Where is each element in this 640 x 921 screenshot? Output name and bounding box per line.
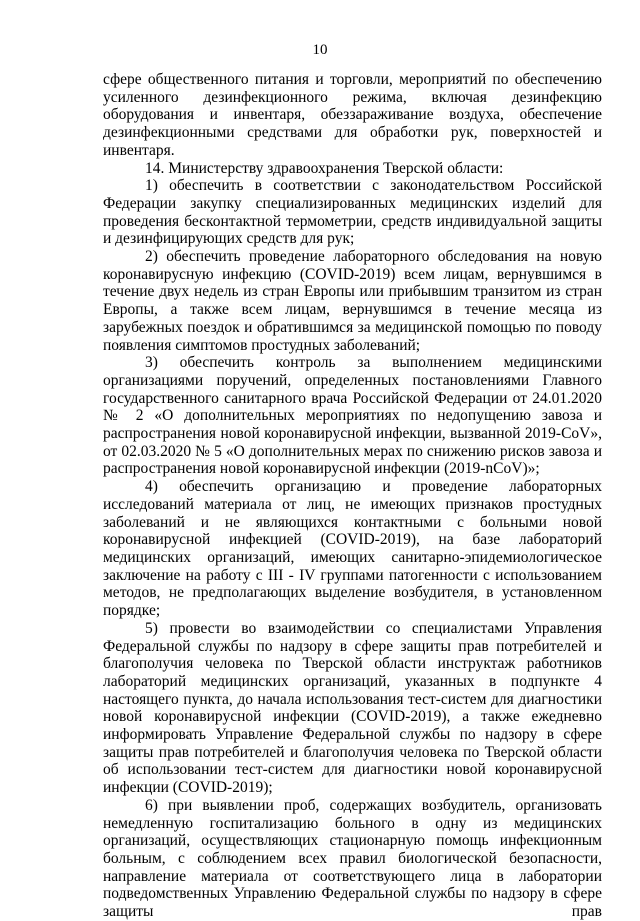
page-number: 10 (312, 42, 328, 58)
section-14-heading: 14. Министерству здравоохранения Тверской области: (145, 159, 504, 177)
list-item-5: 5) провести во взаимодействии со специалистами Управления Федеральной службы по надзору в сфере защиты прав потребителей и благополучия человека по Тверской области инструктаж работников лабораторий медицинских организаций, указанных в подпункте 4 настоящего пункта, до начала использования тест-систем для диагностики новой коронавирусной инфекции (COVID-2019), а также ежедневно информировать Управление Федеральной службы по надзору в сфере защиты прав потребителей и благополучия человека по Тверской области об использовании тест-систем для диагностики новой коронавирусной инфекции (COVID-2019); (103, 619, 602, 797)
continuation-paragraph: сфере общественного питания и торговли, мероприятий по обеспечению усиленного дезинфекционного режима, включая дезинфекцию оборудования и инвентаря, обеззараживание воздуха, обеспечение дезинфекционными средствами для обработки рук, поверхностей и инвентаря. (103, 71, 602, 159)
list-item-6: 6) при выявлении проб, содержащих возбудитель, организовать немедленную госпитализацию больного в одну из медицинских организаций, осуществляющих стационарную помощь инфекционным больным, с соблюдением всех правил биологической безопасности, направление материала от соответствующего лица в лаборатории подведомственных Управлению Федеральной службы по надзору в сфере защиты прав (103, 796, 602, 921)
list-item-4: 4) обеспечить организацию и проведение лабораторных исследований материала от лиц, не имеющих признаков простудных заболеваний и не являющихся контактными с больными новой коронавирусной инфекцией (COVID-2019), на базе лабораторий медицинских организаций, имеющих санитарно-эпидемиологическое заключение на работу с III - IV группами патогенности с использованием методов, не предполагающих выделение возбудителя, в установленном порядке; (103, 478, 602, 620)
document-body (103, 71, 602, 921)
list-item-1: 1) обеспечить в соответствии с законодательством Российской Федерации закупку специализированных медицинских изделий для проведения бесконтактной термометрии, средств индивидуальной защиты и дезинфицирующих средств для рук; (103, 177, 602, 248)
list-item-2: 2) обеспечить проведение лабораторного обследования на новую коронавирусную инфекцию (COVID-2019) всем лицам, вернувшимся в течение двух недель из стран Европы или прибывшим транзитом из стран Европы, а также всем лицам, вернувшимся в течение месяца из зарубежных поездок и обратившимся за медицинской помощью по поводу появления симптомов простудных заболеваний; (103, 248, 602, 354)
list-item-3: 3) обеспечить контроль за выполнением медицинскими организациями поручений, определенных постановлениями Главного государственного санитарного врача Российской Федерации от 24.01.2020 № 2 «О дополнительных мероприятиях по недопущению завоза и распространения новой коронавирусной инфекции, вызванной 2019-CoV», от 02.03.2020 № 5 «О дополнительных мерах по снижению рисков завоза и распространения новой коронавирусной инфекции (2019-nCoV)»; (103, 354, 602, 478)
